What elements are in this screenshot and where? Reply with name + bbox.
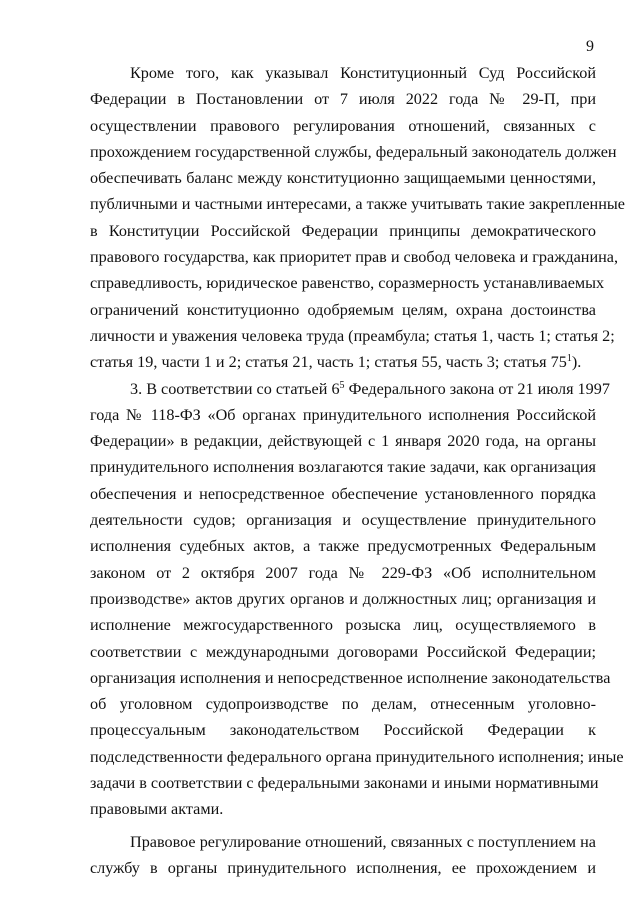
text-fragment: 3. В соответствии со статьей 6 <box>130 379 340 398</box>
text-line: правовыми актами. <box>90 800 224 819</box>
text-fragment: Федерального закона от 21 июля 1997 <box>344 379 610 398</box>
text-line: Федерации» в редакции, действующей с 1 января 2020 года, на органы <box>90 432 596 451</box>
text-line: ограничений конституционно одобряемым целям, охрана достоинства <box>90 300 596 319</box>
text-line <box>90 349 596 375</box>
text-line: в Конституции Российской Федерации принципы демократического <box>90 221 596 240</box>
text-line: Правовое регулирование отношений, связанных с поступлением на <box>130 832 596 851</box>
text-line <box>90 376 610 402</box>
text-line: организация исполнения и непосредственное исполнение законодательства <box>90 668 611 687</box>
text-line: исполнение межгосударственного розыска лиц, осуществляемого в <box>90 616 596 635</box>
page-number: 9 <box>586 38 594 55</box>
text-line: исполнения судебных актов, а также предусмотренных Федеральным <box>90 537 596 556</box>
text-line: года № 118-ФЗ «Об органах принудительного исполнения Российской <box>90 405 596 424</box>
text-line: задачи в соответствии с федеральными законами и иными нормативными <box>90 774 599 793</box>
text-line: публичными и частными интересами, а также учитывать такие закрепленные <box>90 195 625 214</box>
paragraph-constitutional-court <box>90 60 625 376</box>
text-line: службу в органы принудительного исполнения, ее прохождением и <box>90 858 596 877</box>
text-line: соответствии с международными договорами Российской Федерации; <box>90 642 596 661</box>
document-body <box>90 60 625 881</box>
text-line: Кроме того, как указывал Конституционный Суд Российской <box>130 64 596 82</box>
text-line: подследственности федерального органа принудительного исполнения; иные <box>90 747 624 766</box>
text-line: принудительного исполнения возлагаются такие задачи, как организация <box>90 458 596 477</box>
text-line: законом от 2 октября 2007 года № 229-ФЗ «Об исполнительном <box>90 563 596 582</box>
text-line: Федерации в Постановлении от 7 июля 2022 года № 29-П, при <box>90 90 596 109</box>
superscript: 5 <box>339 379 345 391</box>
superscript: 1 <box>566 353 572 365</box>
text-line: правового государства, как приоритет прав и свобод человека и гражданина, <box>90 248 619 267</box>
text-line: процессуальным законодательством Российской Федерации к <box>90 721 596 740</box>
text-line: осуществлении правового регулирования отношений, связанных с <box>90 116 596 135</box>
text-line: деятельности судов; организация и осуществление принудительного <box>90 511 596 530</box>
text-line: производстве» актов других органов и должностных лиц; организация и <box>90 589 596 608</box>
text-line: обеспечивать баланс между конституционно защищаемыми ценностями, <box>90 169 596 188</box>
text-line: личности и уважения человека труда (преамбула; статья 1, часть 1; статья 2; <box>90 326 615 345</box>
text-line: прохождением государственной службы, федеральный законодатель должен <box>90 142 617 161</box>
text-line: об уголовном судопроизводстве по делам, отнесенным уголовно- <box>90 695 596 714</box>
text-line: обеспечения и непосредственное обеспечение установленного порядка <box>90 484 596 503</box>
text-line: справедливость, юридическое равенство, соразмерность устанавливаемых <box>90 274 605 293</box>
paragraph-point-3 <box>90 376 624 823</box>
paragraph-legal-regulation <box>90 829 596 882</box>
text-fragment: статья 19, части 1 и 2; статья 21, часть 1; статья 55, часть 3; статья 75 <box>90 353 567 372</box>
text-fragment: ). <box>571 353 582 372</box>
